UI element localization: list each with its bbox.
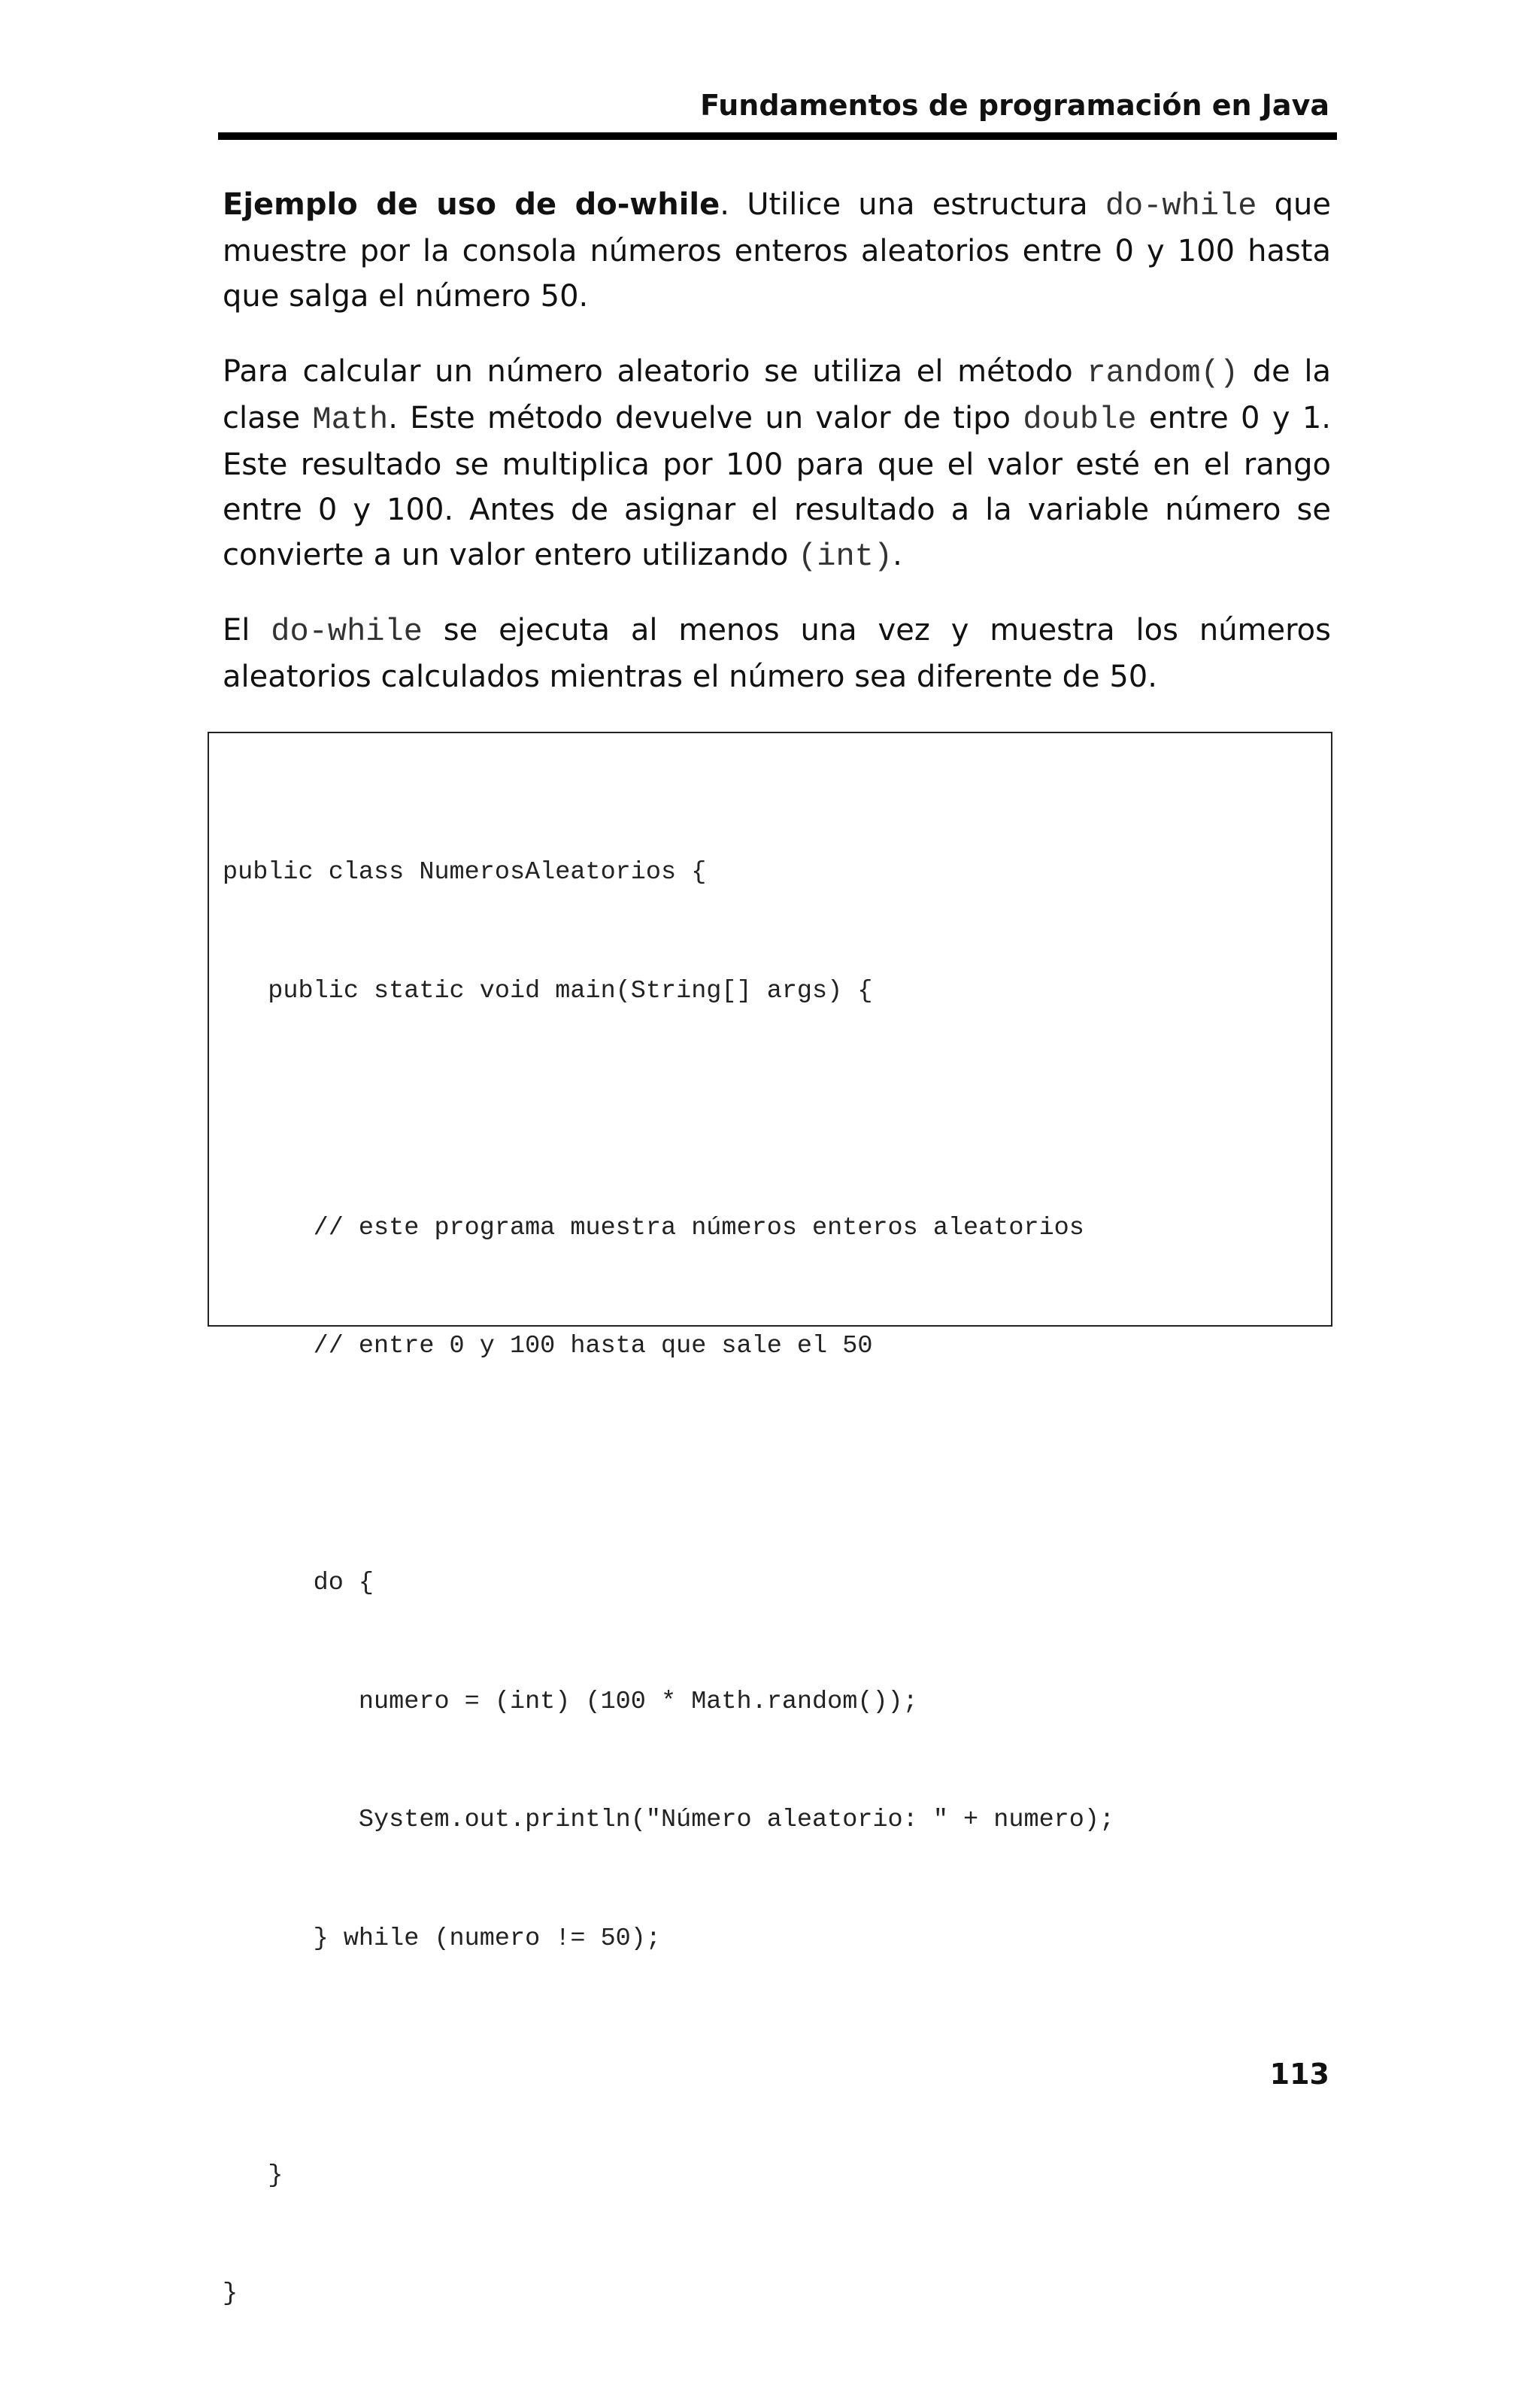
paragraph-text: El: [223, 613, 271, 648]
running-header-title: Fundamentos de programación en Java: [700, 89, 1329, 122]
inline-code: Math: [312, 402, 389, 438]
code-line: }: [223, 2161, 283, 2190]
page-number: 113: [1269, 2058, 1329, 2091]
code-line: // este programa muestra números enteros aleatorios: [223, 1213, 1084, 1242]
paragraph-random-explanation: [223, 349, 1331, 579]
inline-code: do-while: [271, 614, 423, 650]
inline-code: do-while: [1105, 188, 1257, 224]
paragraph-text: entre 0 y 1. Este resultado se multiplica por 100 para que el valor esté en el rango entre 0 y 100. Antes de asignar el resultado a la variable número se convierte a un valor entero utilizando: [223, 401, 1332, 572]
code-listing: [223, 774, 1114, 2393]
code-line: numero = (int) (100 * Math.random());: [223, 1687, 918, 1716]
code-line: }: [223, 2279, 238, 2308]
paragraph-example-intro: [223, 182, 1331, 319]
paragraph-text: Para calcular un número aleatorio se utiliza el método: [223, 354, 1087, 389]
inline-code: (int): [798, 538, 893, 575]
code-line: [223, 1445, 1114, 1485]
code-line: [223, 1090, 1114, 1130]
code-line: System.out.println("Número aleatorio: " + numero);: [223, 1806, 1115, 1834]
code-line: // entre 0 y 100 hasta que sale el 50: [223, 1332, 873, 1360]
paragraph-text: se ejecuta al menos una vez y muestra los números aleatorios calculados mientras el número sea diferente de 50.: [223, 613, 1331, 694]
paragraph-do-while-behavior: [223, 608, 1331, 699]
inline-code: random(): [1087, 355, 1239, 391]
paragraph-text: .: [893, 538, 902, 572]
code-line: [223, 2037, 1114, 2077]
code-line: public class NumerosAleatorios {: [223, 858, 707, 887]
inline-code: double: [1023, 402, 1137, 438]
code-line: do {: [223, 1569, 374, 1597]
code-line: } while (numero != 50);: [223, 1924, 661, 1953]
paragraph-text: que muestre por la consola números enteros aleatorios entre 0 y 100 hasta que salga el número 50.: [223, 187, 1331, 314]
header-rule: [218, 132, 1337, 140]
example-heading: Ejemplo de uso de do-while: [223, 187, 720, 222]
paragraph-text: de la clase: [223, 354, 1331, 435]
paragraph-text: . Este método devuelve un valor de tipo: [388, 401, 1023, 435]
paragraph-text: . Utilice una estructura: [720, 187, 1105, 222]
code-line: public static void main(String[] args) {: [223, 976, 873, 1005]
